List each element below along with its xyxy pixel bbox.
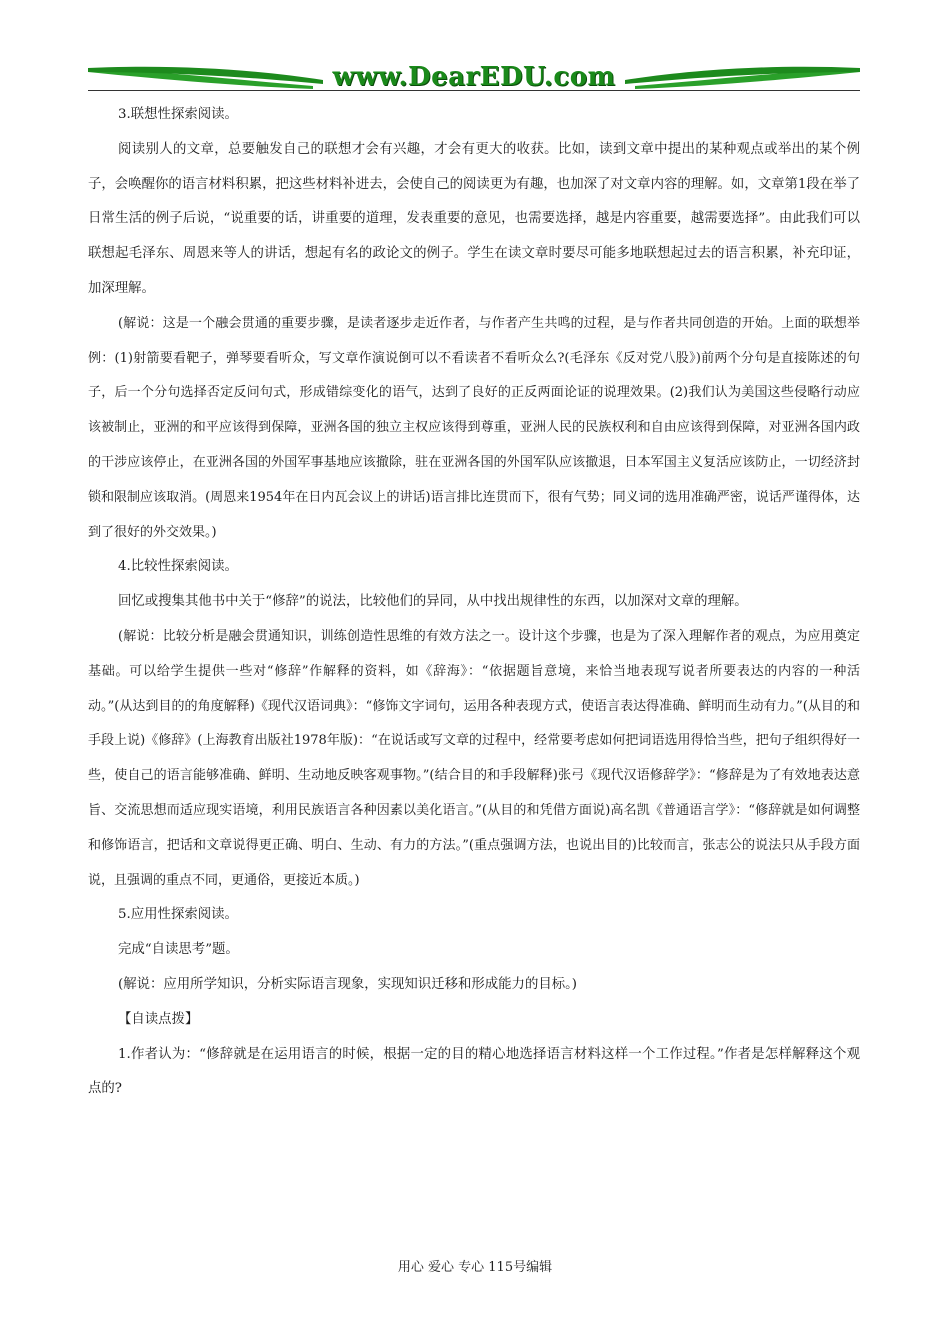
commentary-paragraph: (解说：比较分析是融会贯通知识，训练创造性思维的有效方法之一。设计这个步骤，也是为了深入理解作者的观点，为应用奠定基础。可以给学生提供一些对“修辞”作解释的资料，如《辞海》：“依据题旨意境，来恰当地表现写说者所要表达的内容的一种活动。”(从达到目的的角度解释)《现代汉语词典》：“修饰文字词句，运用各种表现方式，使语言表达得准确、鲜明而生动有力。”(从目的和手段上说)《修辞》(上海教育出版社1978年版)：“在说话或写文章的过程中，经常要考虑如何把词语选用得恰当些，把句子组织得好一些，使自己的语言能够准确、鲜明、生动地反映客观事物。”(结合目的和手段解释)张弓《现代汉语修辞学》：“修辞是为了有效地表达意旨、交流思想而适应现实语境，利用民族语言各种因素以美化语言。”(从目的和凭借方面说)高名凯《普通语言学》：“修辞就是如何调整和修饰语言，把话和文章说得更正确、明白、生动、有力的方法。”(重点强调方法，也说出目的)比较而言，张志公的说法只从手段方面说，且强调的重点不同，更通俗，更接近本质。) xyxy=(88,628,860,888)
commentary-paragraph: (解说：应用所学知识，分析实际语言现象，实现知识迁移和形成能力的目标。) xyxy=(118,976,578,992)
question-paragraph: 1.作者认为：“修辞就是在运用语言的时候，根据一定的目的精心地选择语言材料这样一个工作过程。”作者是怎样解释这个观点的? xyxy=(88,1046,860,1097)
page-footer: 用心 爱心 专心 115号编辑 xyxy=(397,1260,553,1275)
section-heading-guidance: 【自读点拨】 xyxy=(118,1011,199,1027)
body-paragraph: 完成“自读思考”题。 xyxy=(118,942,239,958)
site-brand-logo: www.DearEDU.com xyxy=(332,62,616,92)
site-header-banner xyxy=(88,58,860,98)
document-body xyxy=(88,98,860,1107)
commentary-paragraph: (解说：这是一个融会贯通的重要步骤，是读者逐步走近作者，与作者产生共鸣的过程，是与作者共同创造的开始。上面的联想举例：(1)射箭要看靶子，弹琴要看听众，写文章作演说倒可以不看读者不看听众么?(毛泽东《反对党八股》)前两个分句是直接陈述的句子，后一个分句选择否定反问句式，形成错综变化的语气，达到了良好的正反两面论证的说理效果。(2)我们认为美国这些侵略行动应该被制止，亚洲的和平应该得到保障，亚洲各国的独立主权应该得到尊重，亚洲人民的民族权利和自由应该得到保障，对亚洲各国内政的干涉应该停止，在亚洲各国的外国军事基地应该撤除，驻在亚洲各国的外国军队应该撤退，日本军国主义复活应该防止，一切经济封锁和限制应该取消。(周恩来1954年在日内瓦会议上的讲话)语言排比连贯而下，很有气势；同义词的选用准确严密，说话严谨得体，达到了很好的外交效果。) xyxy=(88,315,860,540)
header-divider xyxy=(88,90,860,91)
body-paragraph: 回忆或搜集其他书中关于“修辞”的说法，比较他们的异同，从中找出规律性的东西，以加深对文章的理解。 xyxy=(118,594,748,610)
section-heading-4: 4.比较性探索阅读。 xyxy=(118,559,238,575)
body-paragraph: 阅读别人的文章，总要触发自己的联想才会有兴趣，才会有更大的收获。比如，读到文章中提出的某种观点或举出的某个例子，会唤醒你的语言材料积累，把这些材料补进去，会使自己的阅读更为有趣，也加深了对文章内容的理解。如，文章第1段在举了日常生活的例子后说，“说重要的话，讲重要的道理，发表重要的意见，也需要选择，越是内容重要，越需要选择”。由此我们可以联想起毛泽东、周恩来等人的讲话，想起有名的政论文的例子。学生在读文章时要尽可能多地联想起过去的语言积累，补充印证，加深理解。 xyxy=(88,141,860,296)
section-heading-3: 3.联想性探索阅读。 xyxy=(118,107,238,122)
section-heading-5: 5.应用性探索阅读。 xyxy=(118,907,238,923)
